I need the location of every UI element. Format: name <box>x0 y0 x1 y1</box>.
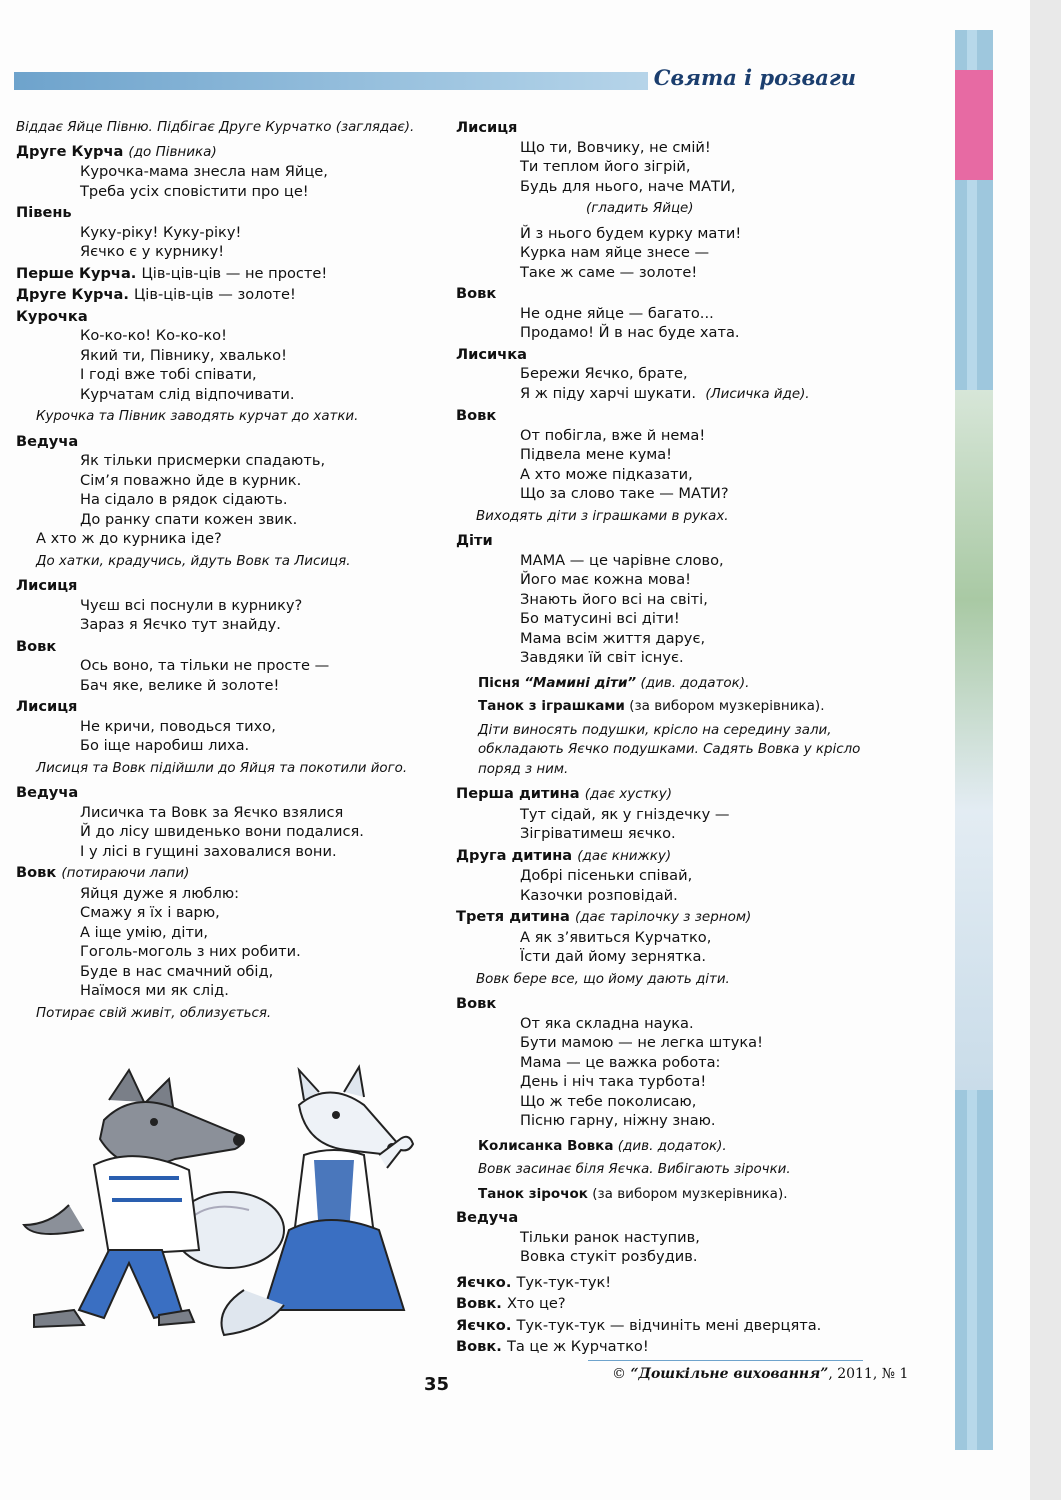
verse-line: Чуєш всі поснули в курнику? <box>80 596 303 614</box>
song-note: Колисанка Вовка (див. додаток). <box>478 1137 727 1154</box>
speaker: Друге Курча (до Півника) <box>16 142 217 160</box>
verse-line: Я ж піду харчі шукати. (Лисичка йде). <box>520 384 810 402</box>
verse-line: Й до лісу швиденько вони подалися. <box>80 823 364 840</box>
speaker-line: Яєчко. Тук-тук-тук! <box>456 1273 612 1291</box>
page-number: 35 <box>424 1374 450 1395</box>
verse-line: Бо матусині всі діти! <box>520 610 680 627</box>
verse-line: І годі вже тобі співати, <box>80 366 257 383</box>
journal-credit: © “Дошкільне виховання”, 2011, № 1 <box>612 1366 909 1382</box>
speaker: Вовк (потираючи лапи) <box>16 864 190 881</box>
verse-line: Підвела мене кума! <box>520 446 673 463</box>
verse-line: Зігріватимеш яєчко. <box>520 825 676 842</box>
verse-line: І у лісі в гущині заховалися вони. <box>80 842 337 860</box>
verse-line: Сім’я поважно йде в курник. <box>80 471 302 489</box>
speaker-line: Друге Курча. Ців-ців-ців — золоте! <box>16 286 296 303</box>
verse-line: Гоголь-моголь з них робити. <box>80 943 301 960</box>
verse-line: Як тільки присмерки спадають, <box>80 452 326 469</box>
verse-line: До ранку спати кожен звик. <box>80 510 298 528</box>
verse-line: На сідало в рядок сідають. <box>80 491 288 508</box>
verse-line: Будь для нього, наче МАТИ, <box>520 177 736 195</box>
verse-line: Добрі пісеньки співай, <box>520 867 693 884</box>
verse-line: Тільки ранок наступив, <box>520 1228 700 1246</box>
verse-line: Курочка-мама знесла нам Яйце, <box>80 163 328 180</box>
verse-line: Ось воно, та тільки не просте — <box>80 657 330 674</box>
stage-direction: Лисиця та Вовк підійшли до Яйця та покотили його. <box>36 760 408 776</box>
right-column <box>456 118 876 1357</box>
verse-line: Таке ж саме — золоте! <box>520 263 698 281</box>
speaker: Ведуча <box>456 1209 519 1226</box>
stage-direction: Діти виносять подушки, крісло на середину зали, обкладають Яєчко подушками. Садять Вовка у крісло поряд з ним. <box>478 722 861 777</box>
speaker: Вовк <box>456 995 497 1012</box>
verse-line: Їсти дай йому зернятка. <box>520 948 707 965</box>
speaker: Ведуча <box>16 432 79 450</box>
speaker: Перша дитина (дає хустку) <box>456 785 672 802</box>
speaker: Лисиця <box>16 577 78 594</box>
verse-line: А іще умію, діти, <box>80 923 209 941</box>
verse-line: Яйця дуже я люблю: <box>80 884 240 902</box>
strip-illustration <box>955 390 993 1090</box>
verse-line: Бач яке, велике й золоте! <box>80 676 280 694</box>
verse-line: Курка нам яйце знесе — <box>520 244 710 261</box>
verse-line: Пісню гарну, ніжну знаю. <box>520 1112 716 1129</box>
dance-note: Танок з іграшками (за вибором музкерівника). <box>478 698 825 714</box>
verse-line: Мама — це важка робота: <box>520 1053 721 1071</box>
speaker: Лисичка <box>456 345 527 363</box>
verse-line: Ко-ко-ко! Ко-ко-ко! <box>80 327 227 344</box>
strip-pink-block <box>955 70 993 180</box>
verse-line: Його має кожна мова! <box>520 571 692 588</box>
stage-direction: Потирає свій живіт, облизується. <box>36 1005 272 1021</box>
stage-direction: Виходять діти з іграшками в руках. <box>476 508 729 524</box>
speaker-line: Яєчко. Тук-тук-тук — відчиніть мені дверцята. <box>456 1316 822 1334</box>
verse-line: Мама всім життя дарує, <box>520 629 706 647</box>
verse-line: От яка складна наука. <box>520 1014 694 1032</box>
verse-line: Треба усіх сповістити про це! <box>80 182 309 200</box>
verse-line: Яєчко є у курнику! <box>80 243 225 260</box>
speaker: Лисиця <box>456 119 518 136</box>
verse-line: Лисичка та Вовк за Яєчко взялися <box>80 803 344 821</box>
stage-direction: Віддає Яйце Півню. Підбігає Друге Курчатко (заглядає). <box>16 120 415 135</box>
speaker: Ведуча <box>16 784 79 801</box>
stage-direction: До хатки, крадучись, йдуть Вовк та Лисиця. <box>36 553 351 569</box>
verse-line: Бережи Яєчко, брате, <box>520 365 688 382</box>
verse-line: Що ти, Вовчику, не смій! <box>520 138 711 156</box>
verse-line: Що за слово таке — МАТИ? <box>520 485 729 502</box>
verse-line: А як з’явиться Курчатко, <box>520 928 712 946</box>
verse-line: Ти теплом його зігрій, <box>520 158 691 175</box>
verse-line: Буде в нас смачний обід, <box>80 962 274 980</box>
speaker-line: Перше Курча. Ців-ців-ців — не просте! <box>16 264 328 282</box>
speaker-line: Вовк. Хто це? <box>456 1295 566 1312</box>
verse-line: Смажу я їх і варю, <box>80 904 220 921</box>
verse-line: Наїмося ми як слід. <box>80 982 229 999</box>
verse-line: Продамо! Й в нас буде хата. <box>520 324 740 341</box>
verse-line: День і ніч така турбота! <box>520 1073 707 1090</box>
left-column <box>16 118 436 1028</box>
verse-line: Курчатам слід відпочивати. <box>80 385 295 403</box>
speaker-line: Вовк. Та це ж Курчатко! <box>456 1338 649 1355</box>
verse-line: От побігла, вже й нема! <box>520 426 706 444</box>
speaker: Півень <box>16 204 72 221</box>
verse-line: Знають його всі на світі, <box>520 590 708 608</box>
verse-line: Куку-ріку! Куку-ріку! <box>80 223 242 241</box>
speaker: Діти <box>456 532 493 549</box>
stage-direction: Вовк бере все, що йому дають діти. <box>476 971 730 987</box>
verse-line: Вовка стукіт розбудив. <box>520 1248 698 1265</box>
verse-line: Й з нього будем курку мати! <box>520 224 742 242</box>
verse-line: Зараз я Яєчко тут знайду. <box>80 616 281 633</box>
speaker: Вовк <box>16 637 57 655</box>
song-note: Пісня “Мамині діти” (див. додаток). <box>478 674 750 691</box>
verse-line: Не одне яйце — багато... <box>520 304 714 322</box>
verse-line: Що ж тебе поколисаю, <box>520 1092 697 1110</box>
speaker: Друга дитина (дає книжку) <box>456 846 672 864</box>
verse-line: А хто може підказати, <box>520 465 693 483</box>
speaker: Вовк <box>456 285 497 302</box>
stage-direction: (гладить Яйце) <box>586 201 694 216</box>
wolf-fox-illustration <box>14 1060 424 1340</box>
verse-line: Завдяки їй світ існує. <box>520 649 684 666</box>
speaker: Лисиця <box>16 698 78 715</box>
verse-line: МАМА — це чарівне слово, <box>520 551 724 569</box>
verse-line: Тут сідай, як у гніздечку — <box>520 805 730 823</box>
decorative-side-strip <box>955 30 993 1450</box>
speaker: Курочка <box>16 307 88 325</box>
verse-line: Бути мамою — не легка штука! <box>520 1034 763 1051</box>
speaker: Вовк <box>456 407 497 424</box>
verse-line: А хто ж до курника іде? <box>36 530 222 547</box>
section-title: Свята і розваги <box>648 65 862 90</box>
verse-line: Який ти, Півнику, хвалько! <box>80 346 287 364</box>
verse-line: Бо іще наробиш лиха. <box>80 737 250 754</box>
verse-line: Не кричи, поводься тихо, <box>80 717 276 735</box>
speaker: Третя дитина (дає тарілочку з зерном) <box>456 908 752 925</box>
stage-direction: Вовк засинає біля Яєчка. Вибігають зірочки. <box>478 1162 791 1177</box>
verse-line: Казочки розповідай. <box>520 886 678 904</box>
footer-rule <box>588 1360 863 1361</box>
dance-note: Танок зірочок (за вибором музкерівника). <box>478 1185 788 1202</box>
stage-direction: Курочка та Півник заводять курчат до хатки. <box>36 409 359 424</box>
